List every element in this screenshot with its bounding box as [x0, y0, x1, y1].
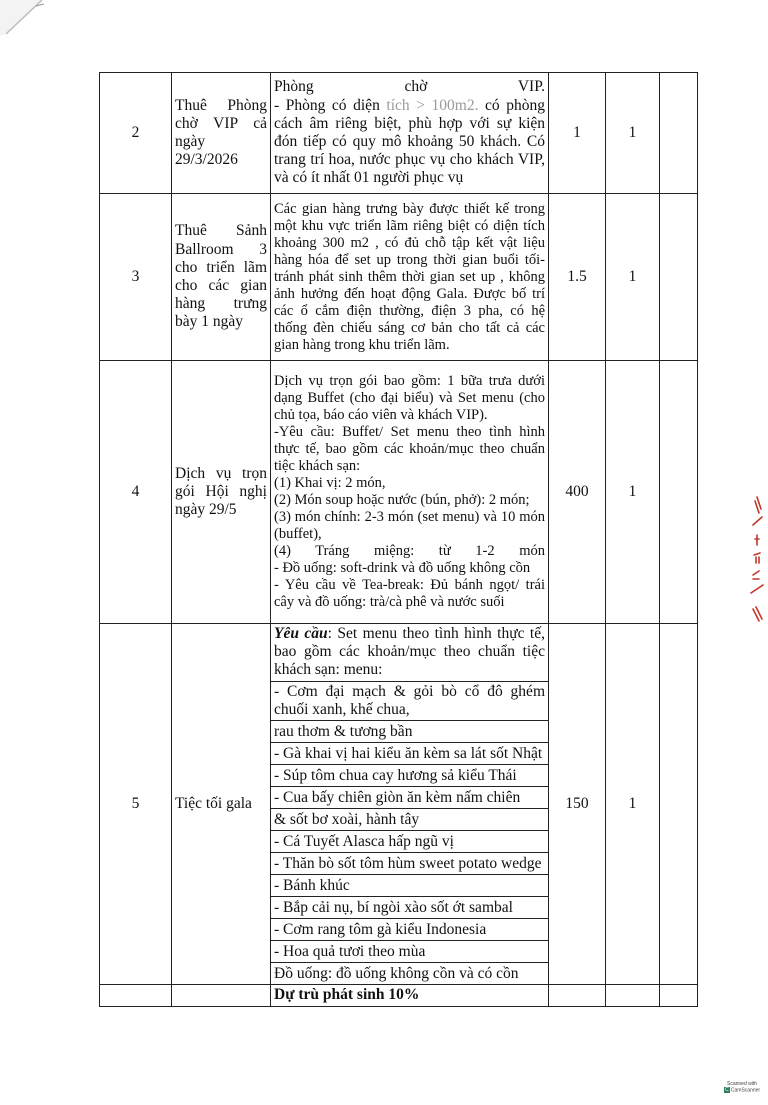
quantity: 150 [549, 624, 606, 985]
services-table [99, 72, 698, 1007]
desc-text-a: - Phòng có diện [274, 96, 380, 114]
desc-line: Dịch vụ trọn gói bao gồm: 1 bữa trưa dưới dạng Buffet (cho đại biểu) và Set menu (cho chủ tọa, báo cáo viên và khách VIP). [274, 373, 545, 423]
unit-count: 1 [606, 73, 660, 194]
desc-faint: tích > 100m2. [386, 96, 479, 114]
item-description [271, 624, 549, 985]
table-row [100, 624, 698, 985]
item-description: Các gian hàng trưng bày được thiết kế trong một khu vực triển lãm riêng biệt có diện tích khoảng 300 m2 , có đủ chỗ tập kết vật liệu hàng hóa để set up trong thời gian buổi tối- tránh phát sinh thêm thời gian set up , không ảnh hưởng đến hoạt động Gala. Được bố trí các ổ cắm điện thường, điện 3 pha, có hệ thống đèn chiếu sáng cơ bản cho tất cả các gian hàng trong khu triển lãm. [271, 194, 549, 361]
desc-line: (2) Món soup hoặc nước (bún, phở): 2 món; [274, 492, 530, 508]
watermark-line-1: Scanned with [726, 1081, 758, 1087]
menu-item: - Hoa quả tươi theo mùa [271, 940, 548, 962]
requirement-label: Yêu cầu [274, 625, 328, 642]
item-description [271, 361, 549, 624]
desc-line: -Yêu cầu: Buffet/ Set menu theo tình hình thực tế, bao gồm các khoản/mục theo chuẩn tiệc khách sạn: [274, 424, 545, 474]
item-name: Thuê Phòng chờ VIP cả ngày 29/3/2026 [172, 73, 271, 194]
menu-item: rau thơm & tương bần [271, 720, 548, 742]
quantity: 400 [549, 361, 606, 624]
menu-item: - Bắp cải nụ, bí ngòi xào sốt ớt sambal [271, 896, 548, 918]
empty-cell [660, 624, 698, 985]
row-number: 5 [100, 624, 172, 985]
empty-cell [100, 984, 172, 1006]
table-row [100, 194, 698, 361]
seal-fragment-marks [735, 495, 765, 625]
requirement-text [271, 624, 548, 681]
scanner-watermark [719, 1081, 765, 1099]
quantity: 1 [549, 73, 606, 194]
menu-item: & sốt bơ xoài, hành tây [271, 808, 548, 830]
desc-line: (4) Tráng miệng: từ 1-2 món [274, 543, 545, 559]
table-row [100, 73, 698, 194]
desc-line: (3) món chính: 2-3 món (set menu) và 10 món (buffet), [274, 509, 545, 542]
row-number: 4 [100, 361, 172, 624]
item-name: Dịch vụ trọn gói Hội nghị ngày 29/5 [172, 361, 271, 624]
empty-cell [660, 361, 698, 624]
row-number: 2 [100, 73, 172, 194]
menu-item: - Bánh khúc [271, 874, 548, 896]
menu-item: - Cua bấy chiên giòn ăn kèm nấm chiên [271, 786, 548, 808]
desc-line: (1) Khai vị: 2 món, [274, 475, 386, 491]
desc-text-b: có phòng cách âm riêng biệt, phù hợp với sự kiện đón tiếp có quy mô khoảng 50 khách. Có trang trí hoa, nước phục vụ cho khách VIP, và có ít nhất 01 người phục vụ [274, 96, 545, 187]
menu-item: - Cơm đại mạch & gỏi bò cổ đô ghém chuối xanh, khế chua, [271, 681, 548, 720]
requirement-body: : Set menu theo tình hình thực tế, bao gồm các khoản/mục theo chuẩn tiệc khách sạn: menu: [274, 625, 545, 679]
empty-cell [660, 194, 698, 361]
item-name: Tiệc tối gala [172, 624, 271, 985]
table-row [100, 361, 698, 624]
empty-cell [172, 984, 271, 1006]
menu-item: Đồ uống: đồ uống không cồn và có cồn [271, 962, 548, 984]
menu-item: - Gà khai vị hai kiểu ăn kèm sa lát sốt Nhật [271, 742, 548, 764]
empty-cell [660, 984, 698, 1006]
desc-line: - Yêu cầu về Tea-break: Đủ bánh ngọt/ trái cây và đồ uống: trà/cà phê và nước suối [274, 577, 545, 610]
desc-line: - Đồ uống: soft-drink và đồ uống không cồn [274, 560, 531, 576]
item-name: Thuê Sảnh Ballroom 3 cho triển lãm cho các gian hàng trưng bày 1 ngày [172, 194, 271, 361]
camscanner-logo-icon: C [725, 1087, 729, 1093]
table-row-contingency [100, 984, 698, 1006]
page-corner-fold [0, 0, 60, 40]
contingency-label: Dự trù phát sinh 10% [271, 984, 549, 1006]
menu-item: - Cá Tuyết Alasca hấp ngũ vị [271, 830, 548, 852]
menu-item: - Cơm rang tôm gà kiểu Indonesia [271, 918, 548, 940]
item-description [271, 73, 549, 194]
empty-cell [660, 73, 698, 194]
empty-cell [549, 984, 606, 1006]
empty-cell [606, 984, 660, 1006]
unit-count: 1 [606, 624, 660, 985]
watermark-line-2: CamScanner [730, 1087, 761, 1094]
menu-item: - Thăn bò sốt tôm hùm sweet potato wedge [271, 852, 548, 874]
unit-count: 1 [606, 361, 660, 624]
menu-item: - Súp tôm chua cay hương sả kiểu Thái [271, 764, 548, 786]
row-number: 3 [100, 194, 172, 361]
desc-title: Phòng chờ VIP. [274, 78, 545, 96]
quantity: 1.5 [549, 194, 606, 361]
unit-count: 1 [606, 194, 660, 361]
